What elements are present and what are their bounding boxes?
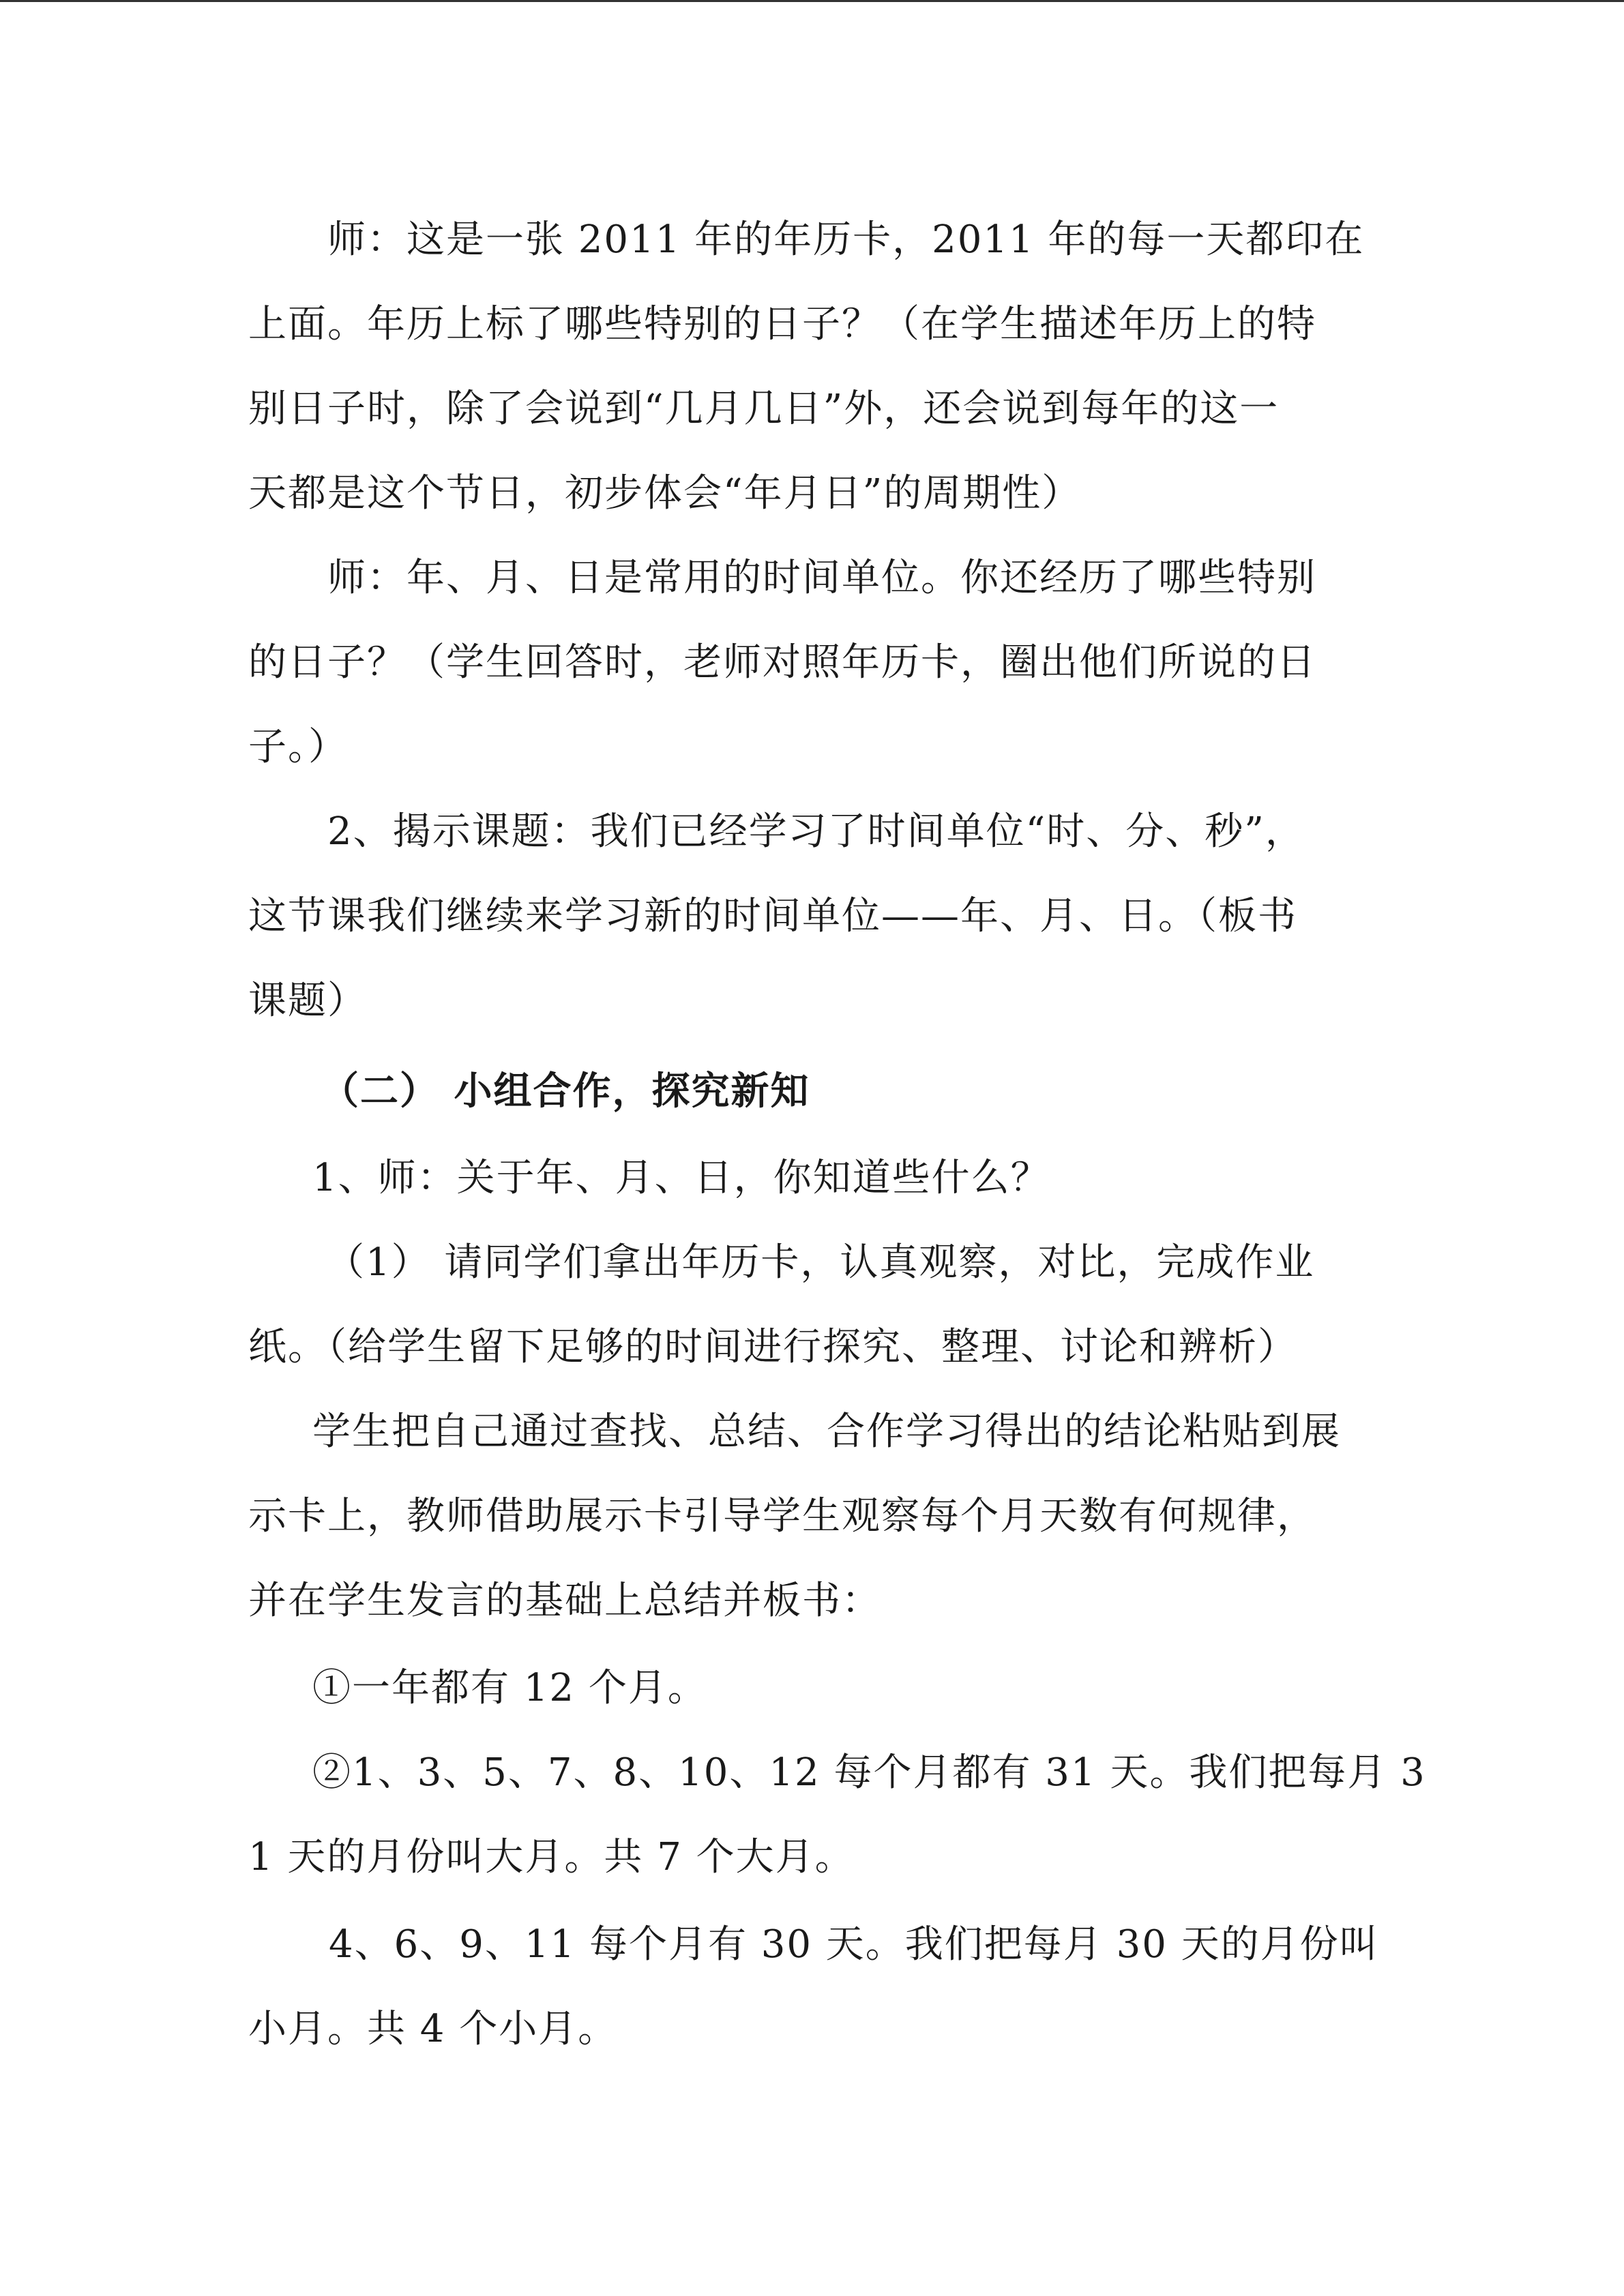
text-line: （1） 请同学们拿出年历卡，认真观察，对比，完成作业 xyxy=(326,1240,1315,1285)
text-line: 天都是这个节日，初步体会“年月日”的周期性） xyxy=(248,471,1082,516)
text-line: 这节课我们继续来学习新的时间单位——年、月、日。（板书 xyxy=(248,894,1297,938)
text-line: 师：年、月、日是常用的时间单位。你还经历了哪些特别 xyxy=(327,556,1316,600)
top-border xyxy=(0,0,1624,2)
text-line: 1 天的月份叫大月。共 7 个大月。 xyxy=(248,1835,855,1879)
text-line: 师：这是一张 2011 年的年历卡，2011 年的每一天都印在 xyxy=(327,218,1365,262)
text-line: 上面。年历上标了哪些特别的日子？（在学生描述年历上的特 xyxy=(248,302,1316,346)
text-line: ①一年都有 12 个月。 xyxy=(312,1666,707,1710)
text-line: 4、6、9、11 每个月有 30 天。我们把每月 30 天的月份叫 xyxy=(329,1922,1379,1967)
text-line: 的日子？（学生回答时，老师对照年历卡，圈出他们所说的日 xyxy=(248,640,1316,685)
text-line: 小月。共 4 个小月。 xyxy=(248,2007,618,2051)
text-line: 子。） xyxy=(248,725,348,769)
text-line: 学生把自己通过查找、总结、合作学习得出的结论粘贴到展 xyxy=(312,1410,1341,1454)
text-line: 并在学生发言的基础上总结并板书： xyxy=(248,1579,881,1623)
text-line: 纸。（给学生留下足够的时间进行探究、整理、讨论和辨析） xyxy=(248,1325,1297,1369)
text-line: 2、揭示课题：我们已经学习了时间单位“时、分、秒”， xyxy=(327,809,1305,854)
text-line: 别日子时，除了会说到“几月几日”外，还会说到每年的这一 xyxy=(248,387,1280,431)
text-line: 1、师：关于年、月、日，你知道些什么？ xyxy=(312,1156,1050,1200)
text-line: ②1、3、5、7、8、10、12 每个月都有 31 天。我们把每月 3 xyxy=(312,1750,1426,1795)
text-line: 课题） xyxy=(248,979,367,1023)
text-line: 示卡上，教师借助展示卡引导学生观察每个月天数有何规律， xyxy=(248,1494,1316,1538)
section-heading: （二） 小组合作，探究新知 xyxy=(321,1069,810,1114)
